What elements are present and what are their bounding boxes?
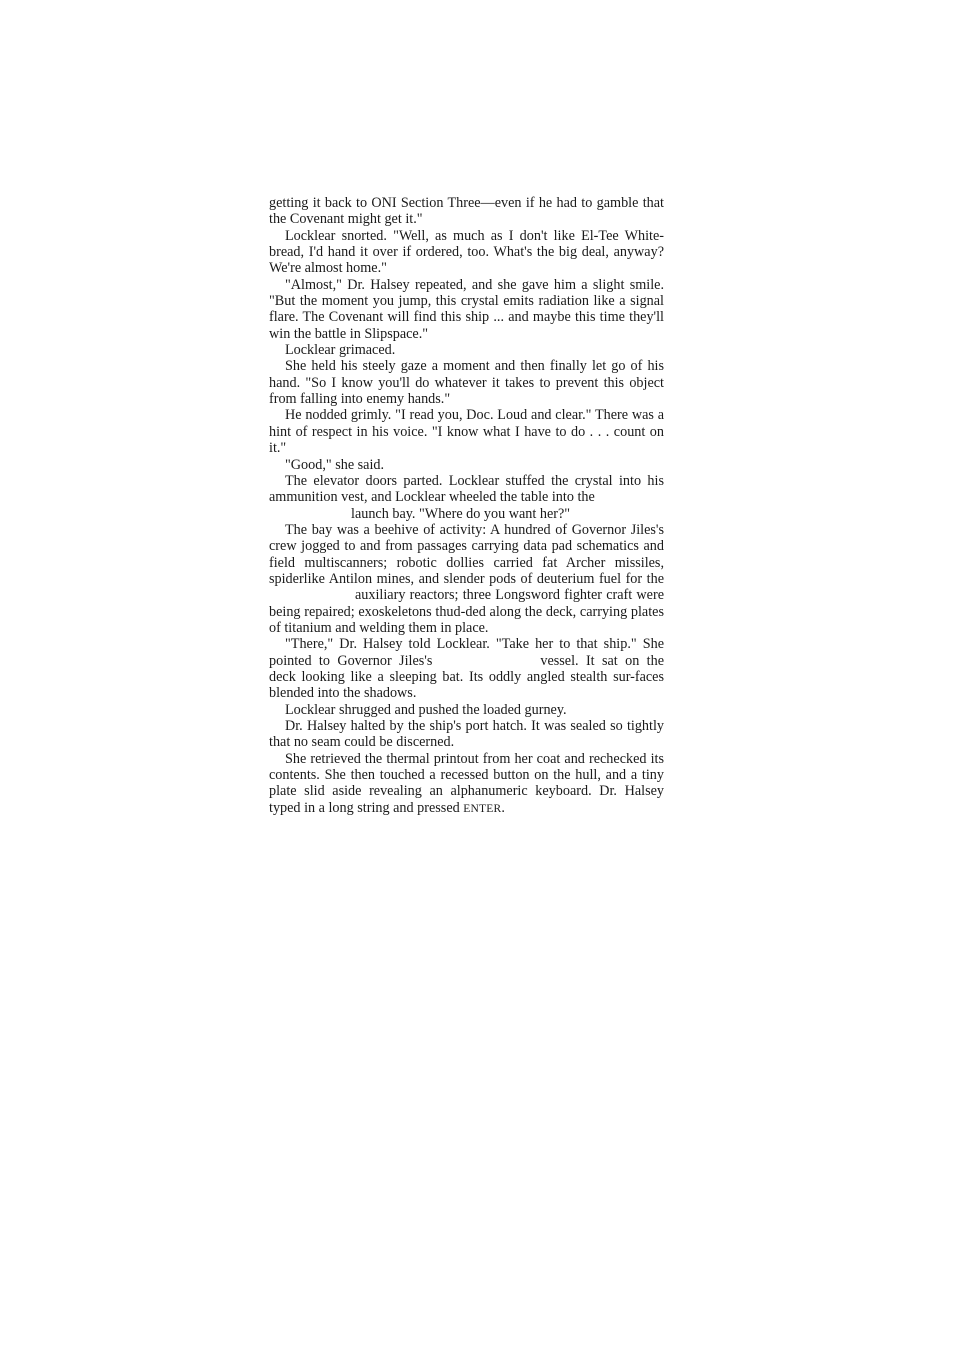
paragraph-10-part-1: "There," Dr. Halsey told Locklear. "Take her to that ship." She pointed to Governor Jiles's	[269, 636, 664, 669]
paragraph-5: She held his steely gaze a moment and then finally let go of his hand. "So I know you'll do whatever it takes to prevent this object from falling into enemy hands."	[269, 358, 664, 408]
paragraph-13-text: She retrieved the thermal printout from her coat and rechecked its contents. She then touched a recessed button on the hull, and a tiny plate slid aside revealing an alphanumeric keyboard. Dr. Halsey typed in a long string and pressed	[269, 750, 664, 816]
paragraph-9-part-1: The bay was a beehive of activity: A hundred of Governor Jiles's crew jogged to and from passages carrying data pad schematics and field multiscanners; robotic dollies carried fat Archer missiles, spiderlike Antilon mines, and slender pods of deuterium fuel for the	[269, 521, 664, 587]
paragraph-13	[269, 751, 664, 817]
paragraph-4: Locklear grimaced.	[285, 342, 396, 359]
paragraph-12: Dr. Halsey halted by the ship's port hatch. It was sealed so tightly that no seam could be discerned.	[269, 718, 664, 751]
paragraph-10	[269, 636, 664, 701]
paragraph-9	[269, 522, 664, 636]
paragraph-11: Locklear shrugged and pushed the loaded gurney.	[285, 701, 567, 718]
book-page-text	[269, 195, 664, 817]
paragraph-10-part-2: vessel. It sat on the deck looking like a sleeping bat. Its oddly angled stealth sur-faces blended into the shadows.	[269, 652, 664, 702]
paragraph-7: "Good," she said.	[285, 456, 385, 473]
paragraph-8-continuation: launch bay. "Where do you want her?"	[351, 505, 571, 522]
paragraph-13-end: .	[501, 799, 505, 816]
enter-key-label: ENTER	[463, 802, 502, 815]
paragraph-3: "Almost," Dr. Halsey repeated, and she gave him a slight smile. "But the moment you jump, this crystal emits radiation like a signal flare. The Covenant will find this ship ... and maybe this time they'll win the battle in Slipspace."	[269, 276, 664, 342]
paragraph-9-part-2: auxiliary reactors; three Longsword fighter craft were being repaired; exoskeletons thud-ded along the deck, carrying plates of titanium and welding them in place.	[269, 587, 664, 636]
paragraph-8: The elevator doors parted. Locklear stuffed the crystal into his ammunition vest, and Locklear wheeled the table into the	[269, 472, 664, 506]
paragraph-1: getting it back to ONI Section Three—even if he had to gamble that the Covenant might get it."	[269, 195, 664, 228]
paragraph-6: He nodded grimly. "I read you, Doc. Loud and clear." There was a hint of respect in his voice. "I know what I have to do . . . count on it."	[269, 407, 664, 457]
paragraph-2: Locklear snorted. "Well, as much as I don't like El-Tee White-bread, I'd hand it over if ordered, too. What's the big deal, anyway? We're almost home."	[269, 227, 664, 277]
